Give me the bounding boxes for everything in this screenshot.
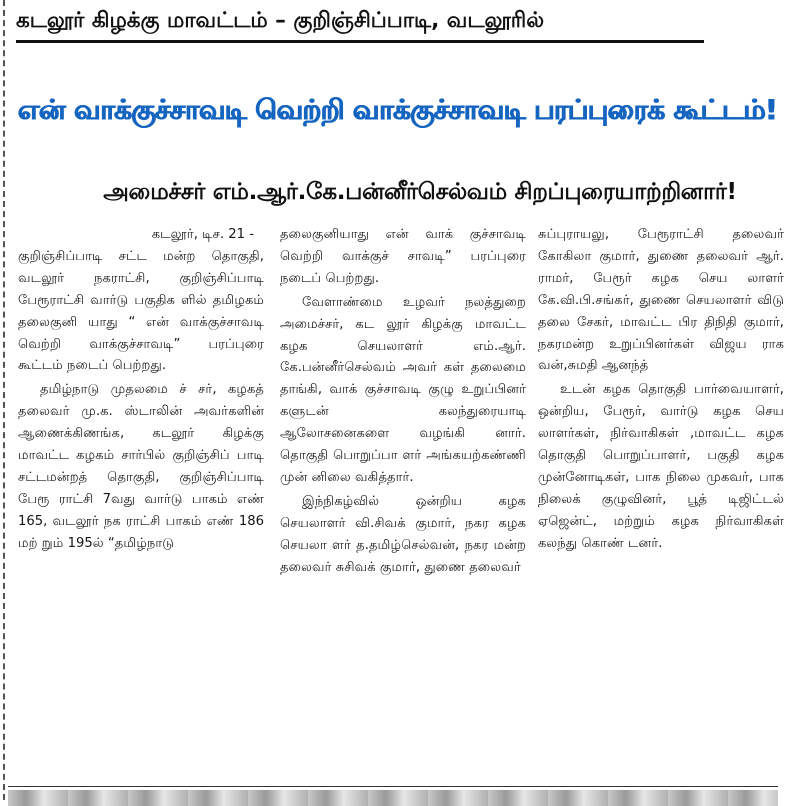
paragraph-text: குறிஞ்சிப்பாடி சட்ட மன்ற தொகுதி, வடலூர் நகராட்சி, குறிஞ்சிப்பாடி பேரூராட்சி வார்டு பகுதிக ளில் தமிழகம் தலைகுனி யாது “ என் வாக்குச்சாவடி வெற்றி வாக்குச்சாவடி” பரப்புரை கூட்டம் நடைப் பெற்றது. bbox=[18, 248, 264, 374]
bottom-rule bbox=[8, 786, 778, 787]
kicker-title: கடலூர் கிழக்கு மாவட்டம் – குறிஞ்சிப்பாடி, வடலூரில் bbox=[16, 8, 545, 33]
article-column-1 bbox=[18, 224, 264, 784]
article-paragraph bbox=[18, 224, 264, 377]
kicker-underline bbox=[16, 40, 704, 43]
article-column-3 bbox=[538, 224, 784, 784]
article-paragraph: சுப்புராயலு, பேரூராட்சி தலைவர் கோகிலா குமார், துணை தலைவர் ஆர். ராமர், பேரூர் கழக செய லாளர் கே.வி.பி.சங்கர், துணை செயலாளர் விடு தலை சேகர், மாவட்ட பிர திநிதி குமார், நகரமன்ற உறுப்பினர்கள் விஜய ராக வன்,சுமதி ஆனந்த் bbox=[538, 227, 784, 374]
dateline: கடலூர், டிச. 21 - bbox=[151, 227, 254, 242]
photo-strip-edge bbox=[8, 790, 778, 806]
article-body bbox=[18, 224, 784, 784]
article-column-2 bbox=[280, 224, 526, 784]
article-paragraph: வேளாண்மை உழவர் நலத்துறை அமைச்சர், கட லூர் கிழக்கு மாவட்ட கழக செயலாளர் எம்.ஆர். கே.பன்னீர்செல்வம் அவர் கள் தலைமை தாங்கி, வாக் குச்சாவடி குழு உறுப்பினர் களுடன் கலந்துரையாடி ஆலோசனைகளை வழங்கி னார். தொகுதி பொறுப்பா ளர் அங்கயற்கண்ணி முன் னிலை வகித்தார். bbox=[280, 294, 526, 485]
article-paragraph: இந்நிகழ்வில் ஒன்றிய கழக செயலாளர் வி.சிவக் குமார், நகர கழக செயலா ளர் த.தமிழ்செல்வன், நகர மன்ற தலைவர் சுசிவக் குமார், துணை தலைவர் bbox=[280, 493, 526, 575]
article-paragraph: உடன் கழக தொகுதி பார்வையாளர், ஒன்றிய, பேரூர், வார்டு கழக செய லாளர்கள், நிர்வாகிகள் ,மாவட்ட கழக தொகுதி பொறுப்பாளர், பகுதி கழக முன்னோடிகள், பாக நிலை முகவர், பாக நிலைக் குழுவினர், பூத் டிஜிட்டல் ஏஜென்ட், மற்றும் கழக நிர்வாகிகள் கலந்து கொண் டனர். bbox=[538, 382, 784, 551]
headline: என் வாக்குச்சாவடி வெற்றி வாக்குச்சாவடி பரப்புரைக் கூட்டம்! bbox=[18, 94, 778, 126]
subheadline: அமைச்சர் எம்.ஆர்.கே.பன்னீர்செல்வம் சிறப்புரையாற்றினார்! bbox=[103, 179, 737, 205]
article-paragraph: தமிழ்நாடு முதலமை ச் சர், கழகத் தலைவர் மு.க. ஸ்டாலின் அவர்களின் ஆணைக்கிணங்க, கடலூர் கிழக்கு மாவட்ட கழகம் சார்பில் குறிஞ்சிப் பாடி சட்டமன்றத் தொகுதி, குறிஞ்சிப்பாடி பேரூ ராட்சி 7வது வார்டு பாகம் எண் 165, வடலூர் நக ராட்சி பாகம் எண் 186 மற் றும் 195ல் “தமிழ்நாடு bbox=[18, 382, 264, 551]
article-paragraph: தலைகுனியாது என் வாக் குச்சாவடி வெற்றி வாக்குச் சாவடி” பரப்புரை நடைப் பெற்றது. bbox=[280, 227, 526, 286]
page-edge-border bbox=[3, 0, 5, 800]
